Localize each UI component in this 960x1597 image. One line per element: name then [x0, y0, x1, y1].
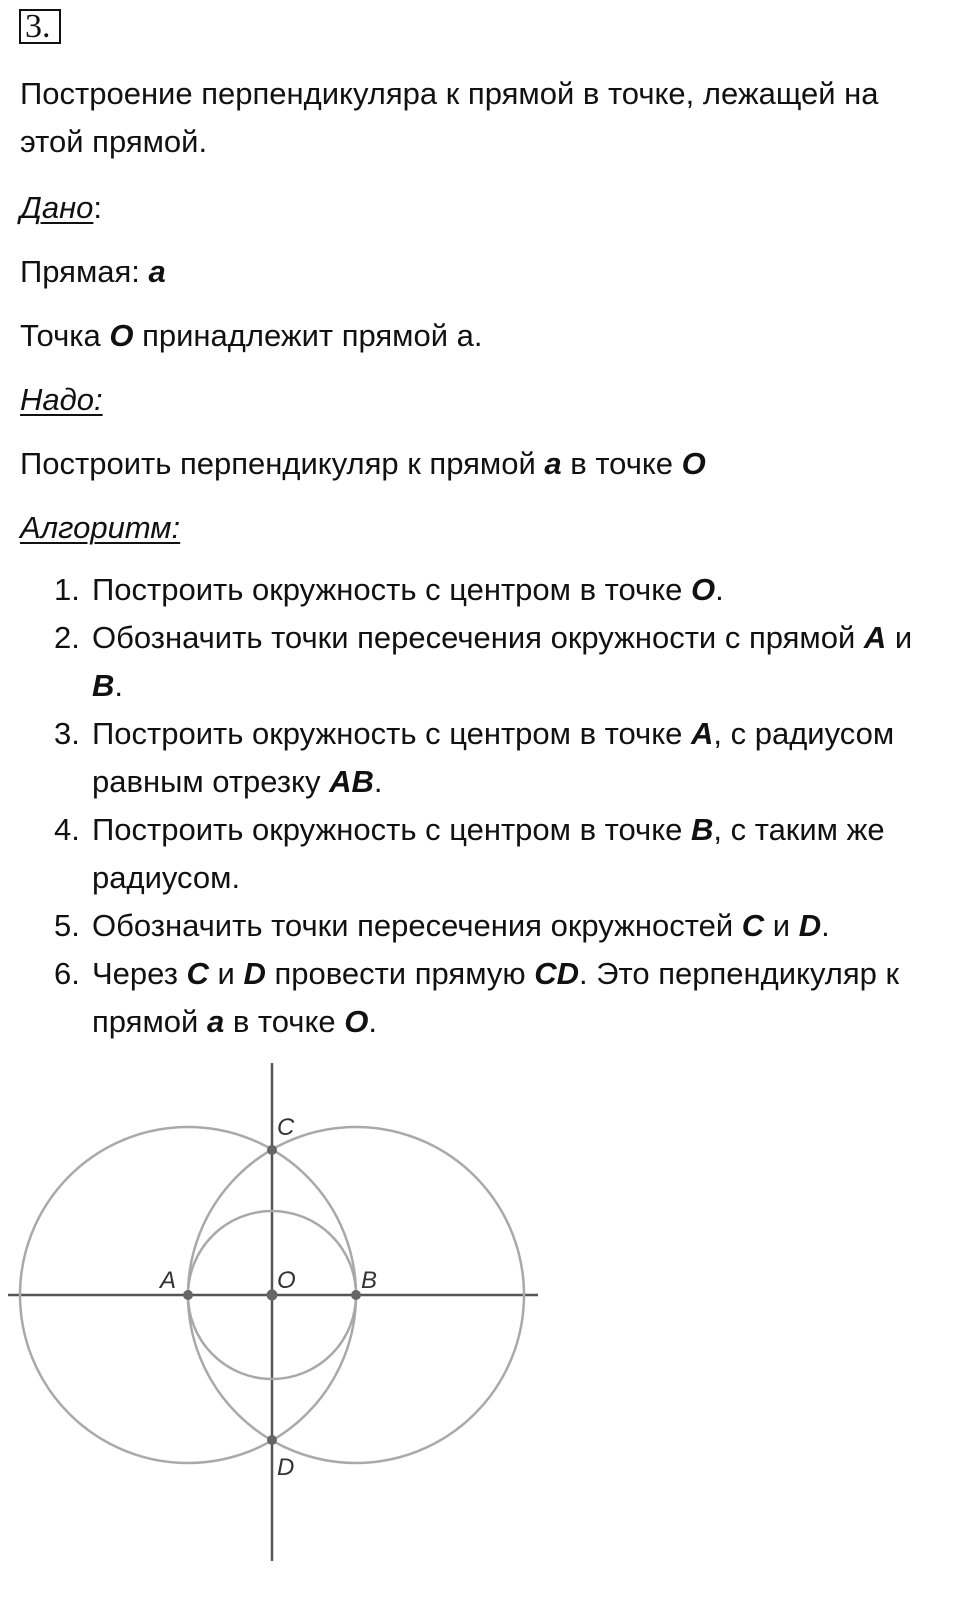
- algorithm-step: [54, 950, 940, 1046]
- label-d: D: [277, 1454, 295, 1481]
- step-number: 6.: [54, 956, 80, 991]
- step-emphasis: C: [741, 908, 765, 943]
- given-point: [20, 312, 940, 360]
- algorithm-step: [54, 710, 940, 806]
- given-line-name: a: [148, 254, 166, 289]
- algorithm-steps: [54, 566, 940, 1046]
- given-point-prefix: Точка: [20, 318, 110, 353]
- step-emphasis: D: [798, 908, 822, 943]
- point-b: [351, 1290, 361, 1300]
- need-point-name: O: [681, 446, 706, 481]
- step-emphasis: a: [206, 1004, 225, 1039]
- label-c: C: [277, 1114, 295, 1141]
- step-text: Построить окружность с центром в точке: [92, 812, 691, 847]
- need-label: Надо:: [20, 382, 103, 417]
- step-number: 1.: [54, 572, 80, 607]
- algorithm-heading: [20, 504, 940, 552]
- point-o: [267, 1290, 278, 1301]
- need-text: [20, 440, 940, 488]
- need-heading: [20, 376, 940, 424]
- algorithm-step: [54, 614, 940, 710]
- step-text: .: [715, 572, 724, 607]
- step-text: Обозначить точки пересечения окружностей: [92, 908, 742, 943]
- given-line: [20, 248, 940, 296]
- given-line-prefix: Прямая:: [20, 254, 149, 289]
- step-emphasis: C: [186, 956, 209, 991]
- label-o: O: [277, 1267, 296, 1294]
- step-text: .: [373, 764, 383, 799]
- step-emphasis: AB: [329, 764, 374, 799]
- given-point-name: O: [109, 318, 134, 353]
- given-label: Дано: [20, 190, 94, 225]
- need-line-name: a: [544, 446, 562, 481]
- algorithm-step: [54, 902, 940, 950]
- algorithm-step: [54, 806, 940, 902]
- algorithm-label: Алгоритм:: [20, 510, 181, 545]
- step-text: Построить окружность с центром в точке: [92, 716, 691, 751]
- step-emphasis: B: [92, 668, 115, 703]
- point-d: [267, 1435, 277, 1445]
- step-text: Обозначить точки пересечения окружности с прямой: [92, 620, 864, 655]
- task-number: 3.: [19, 9, 61, 44]
- step-emphasis: A: [863, 620, 887, 655]
- label-a: A: [160, 1267, 177, 1294]
- step-emphasis: O: [690, 572, 716, 607]
- step-text: и: [886, 620, 913, 655]
- step-number: 3.: [54, 716, 80, 751]
- task-title: [20, 70, 940, 166]
- point-a: [183, 1290, 193, 1300]
- step-text: .: [821, 908, 830, 943]
- step-text: Через: [92, 956, 187, 991]
- construction-figure: [0, 1055, 560, 1565]
- step-emphasis: A: [690, 716, 714, 751]
- step-text: , с таким же радиусом.: [92, 812, 885, 895]
- need-text-mid: в точке: [561, 446, 682, 481]
- step-text: .: [114, 668, 124, 703]
- step-emphasis: D: [243, 956, 266, 991]
- point-c: [267, 1145, 277, 1155]
- given-colon: :: [93, 190, 102, 225]
- step-text: в точке: [224, 1004, 345, 1039]
- step-emphasis: B: [690, 812, 714, 847]
- step-text: . Это перпендикуляр к прямой: [92, 956, 900, 1039]
- step-number: 5.: [54, 908, 80, 943]
- task-title-line1: Построение перпендикуляра к прямой в точке, лежащей на: [20, 76, 879, 111]
- step-text: и: [208, 956, 244, 991]
- step-text: провести прямую: [265, 956, 535, 991]
- need-text-prefix: Построить перпендикуляр к прямой: [20, 446, 545, 481]
- step-text: Построить окружность с центром в точке: [92, 572, 691, 607]
- step-number: 2.: [54, 620, 80, 655]
- step-text: .: [368, 1004, 377, 1039]
- algorithm-step: [54, 566, 940, 614]
- step-text: , с радиусом равным отрезку: [92, 716, 895, 799]
- task-title-line2: этой прямой.: [20, 124, 208, 159]
- step-emphasis: O: [344, 1004, 369, 1039]
- step-number: 4.: [54, 812, 80, 847]
- given-point-suffix: принадлежит прямой а.: [133, 318, 483, 353]
- step-text: и: [764, 908, 799, 943]
- step-emphasis: CD: [534, 956, 579, 991]
- label-b: B: [361, 1267, 378, 1294]
- given-heading: [20, 184, 940, 232]
